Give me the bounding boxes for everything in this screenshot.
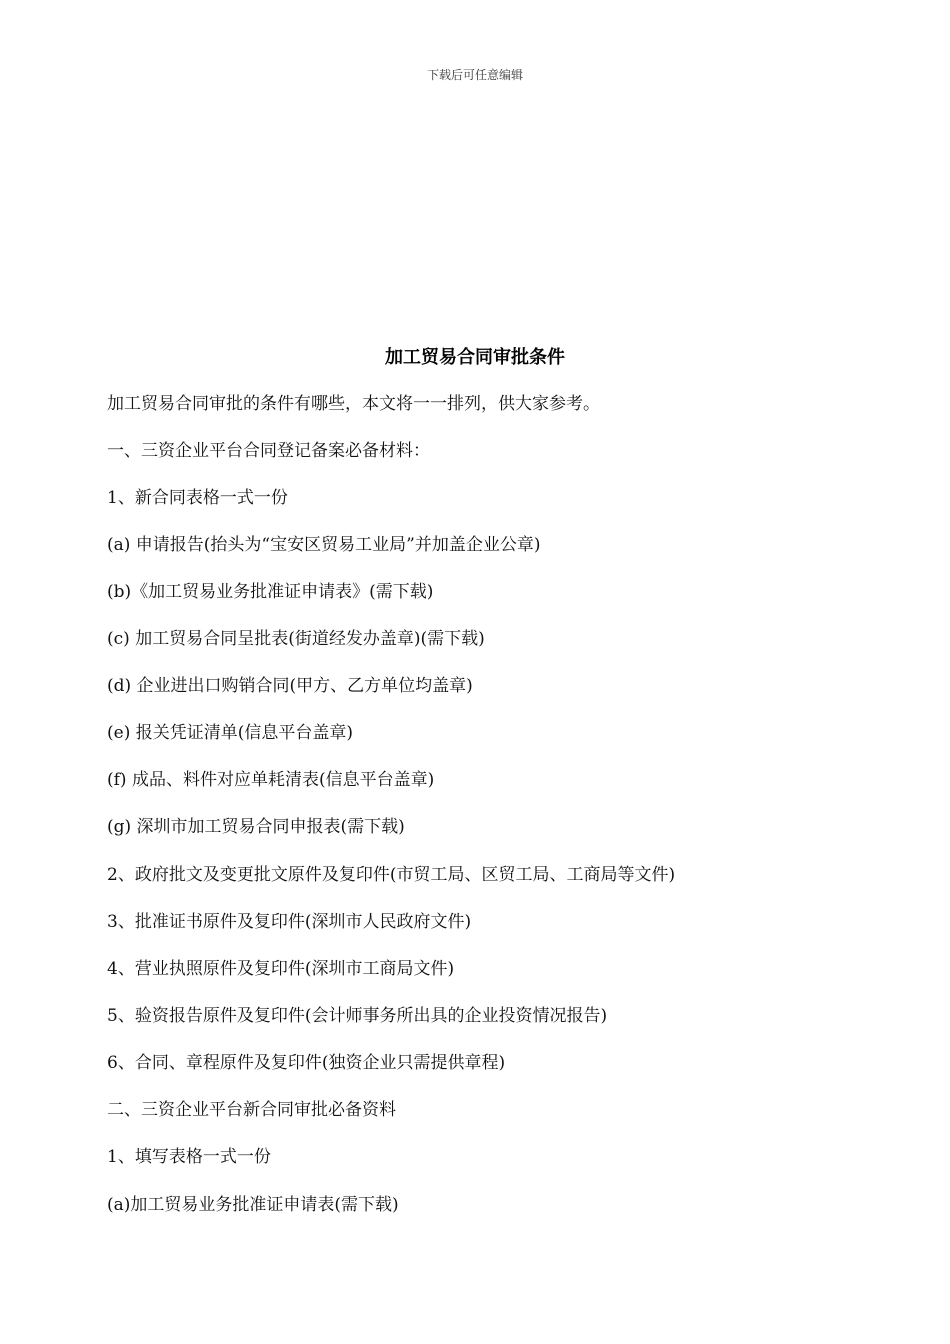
section-heading-1: 一、三资企业平台合同登记备案必备材料： [107, 441, 430, 461]
list-item: 4、营业执照原件及复印件(深圳市工商局文件) [107, 959, 455, 979]
list-item: (d) 企业进出口购销合同(甲方、乙方单位均盖章) [107, 676, 473, 696]
list-item: (g) 深圳市加工贸易合同申报表(需下载) [107, 817, 405, 837]
document-title: 加工贸易合同审批条件 [385, 347, 565, 368]
list-item: (a) 申请报告(抬头为“宝安区贸易工业局”并加盖企业公章) [107, 535, 541, 555]
list-item: 1、新合同表格一式一份 [107, 488, 288, 508]
section-heading-2: 二、三资企业平台新合同审批必备资料 [107, 1100, 396, 1120]
list-item: 3、批准证书原件及复印件(深圳市人民政府文件) [107, 912, 472, 932]
list-item: 2、政府批文及变更批文原件及复印件(市贸工局、区贸工局、工商局等文件) [107, 865, 676, 885]
list-item: 5、验资报告原件及复印件(会计师事务所出具的企业投资情况报告) [107, 1006, 608, 1026]
list-item: (a)加工贸易业务批准证申请表(需下载) [107, 1195, 399, 1215]
list-item: (f) 成品、料件对应单耗清表(信息平台盖章) [107, 770, 435, 790]
intro-paragraph: 加工贸易合同审批的条件有哪些，本文将一一排列，供大家参考。 [107, 394, 600, 414]
list-item: (b)《加工贸易业务批准证申请表》(需下载) [107, 582, 434, 602]
list-item: (e) 报关凭证清单(信息平台盖章) [107, 723, 353, 743]
list-item: 1、填写表格一式一份 [107, 1147, 271, 1167]
page-header-note: 下载后可任意编辑 [426, 68, 523, 82]
list-item: (c) 加工贸易合同呈批表(街道经发办盖章)(需下载) [107, 629, 485, 649]
list-item: 6、合同、章程原件及复印件(独资企业只需提供章程) [107, 1053, 506, 1073]
